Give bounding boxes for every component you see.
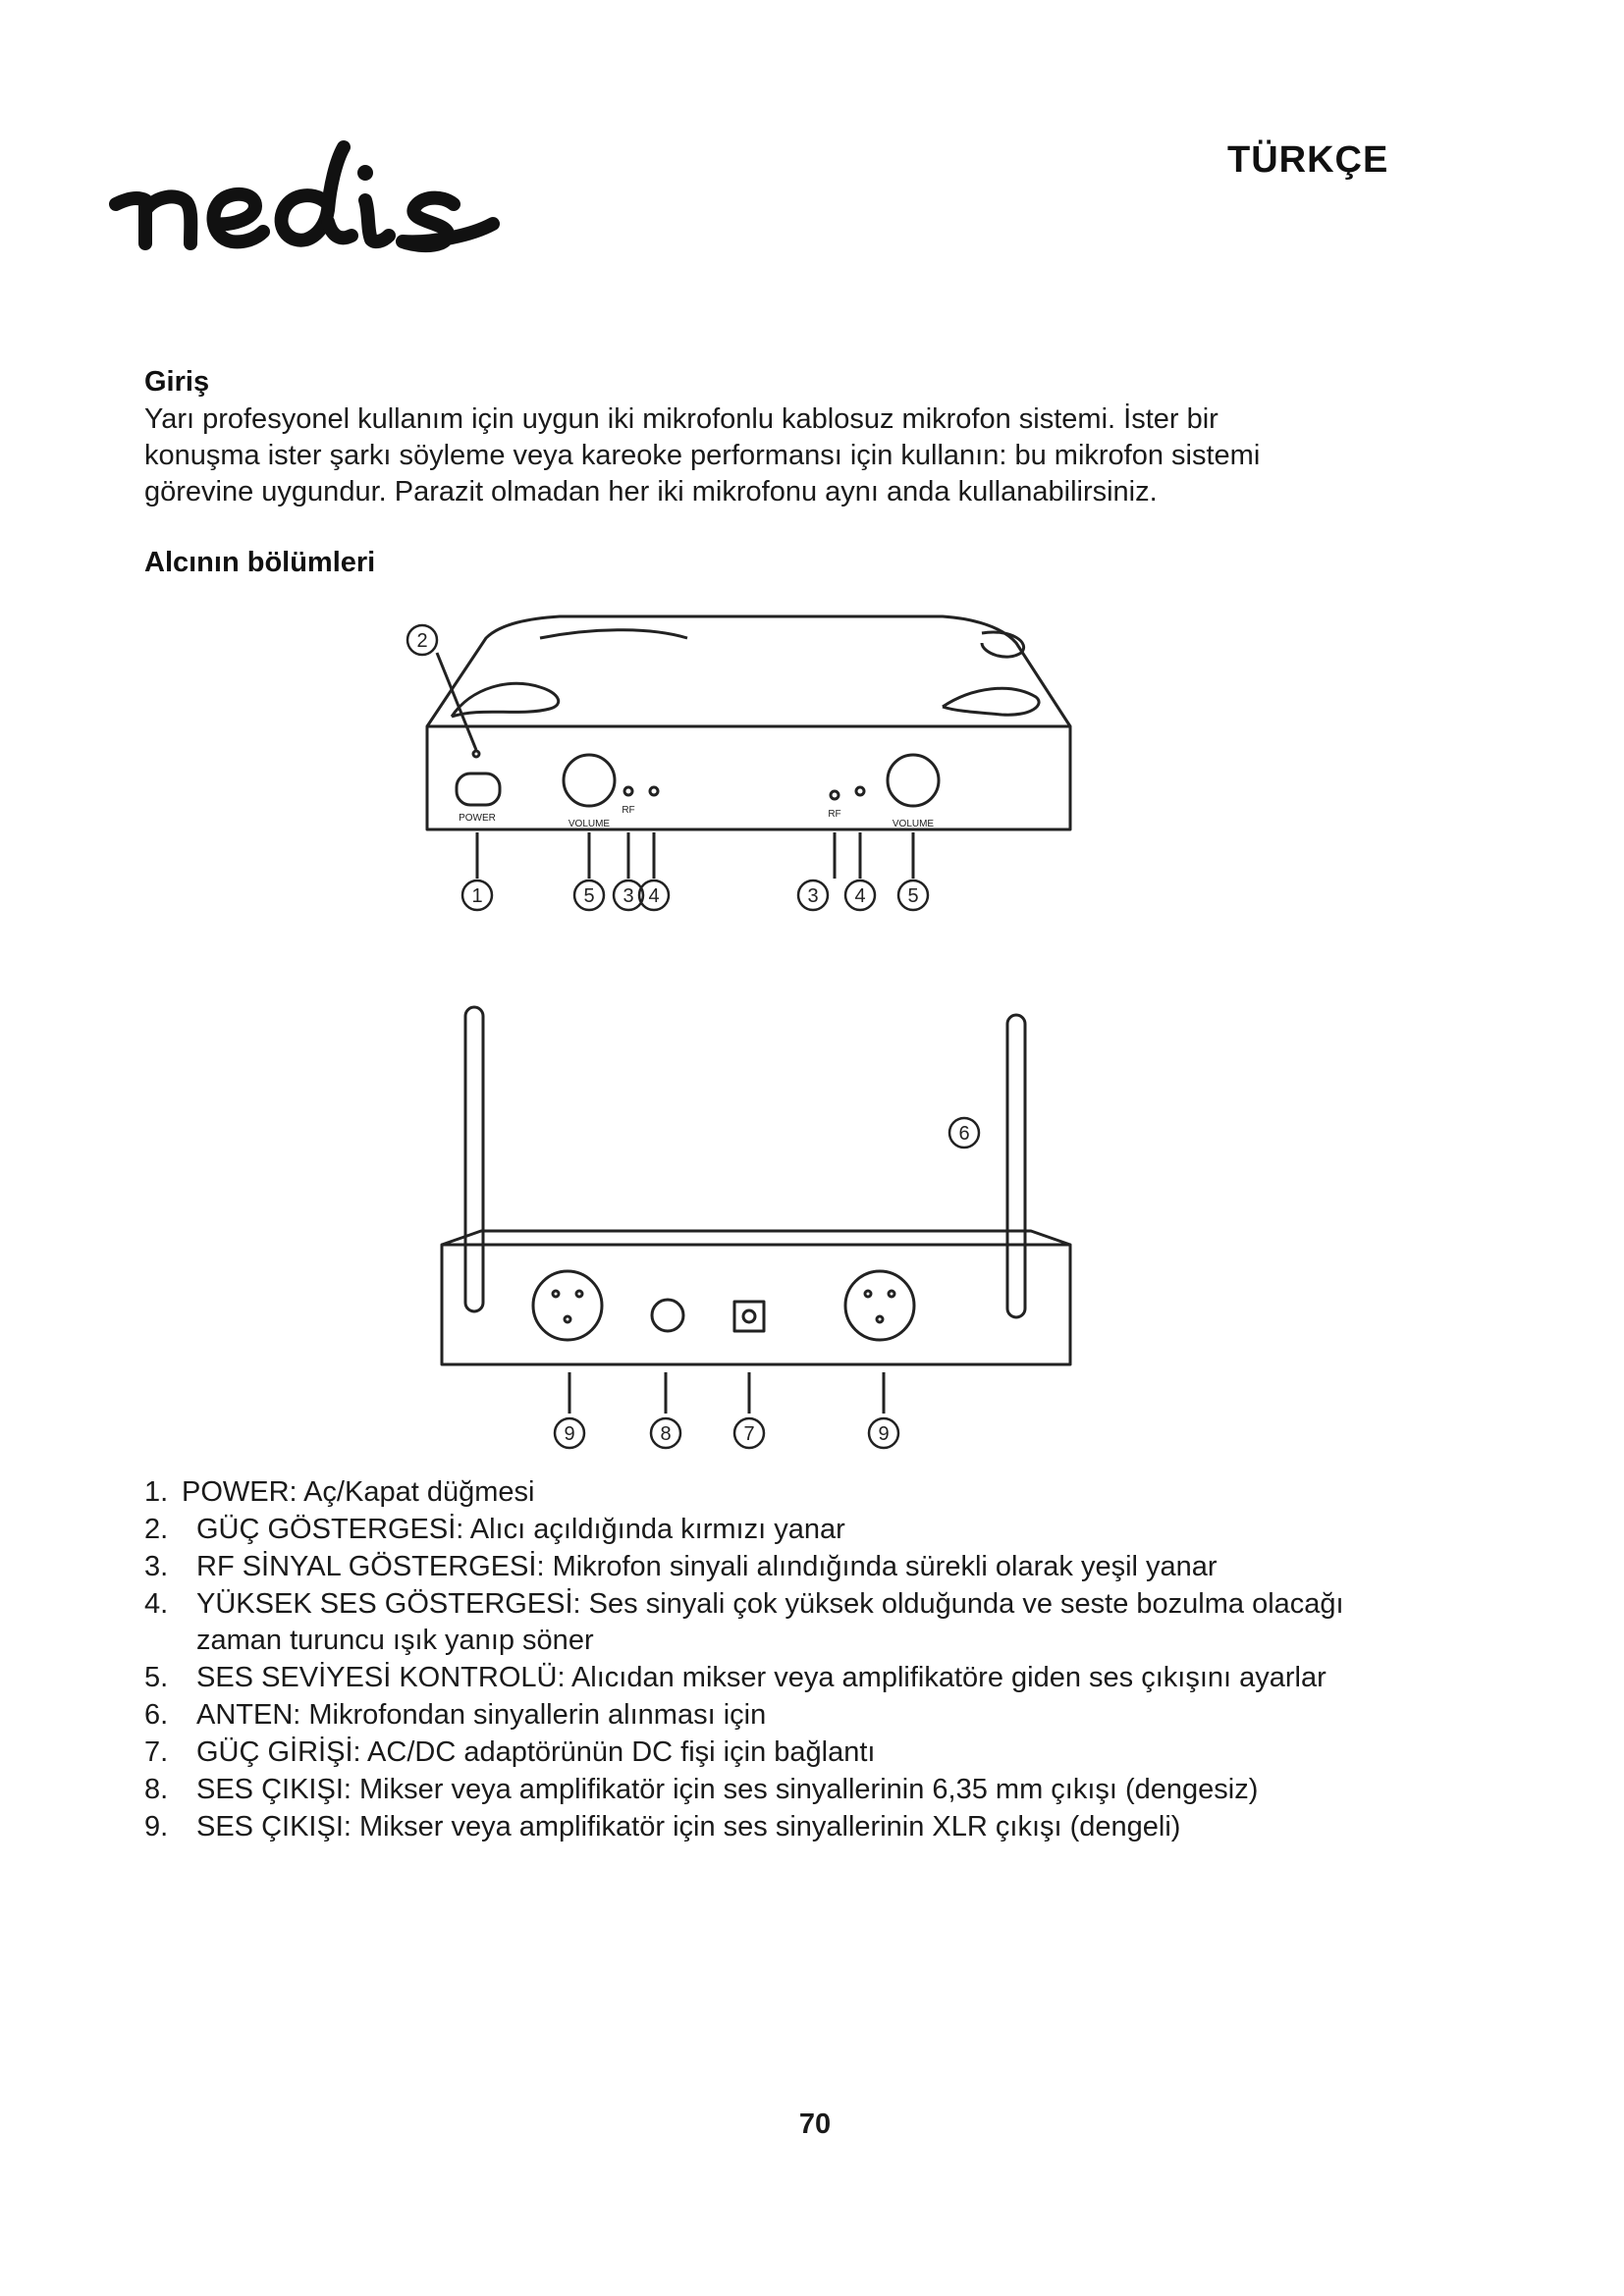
list-item: 6. ANTEN: Mikrofondan sinyallerin alınması için xyxy=(144,1699,767,1731)
intro-line: Yarı profesyonel kullanım için uygun iki mikrofonlu kablosuz mikrofon sistemi. İster bir xyxy=(144,403,1218,435)
callout-4: 4 xyxy=(854,885,866,907)
list-item: 1. POWER: Aç/Kapat düğmesi xyxy=(144,1476,535,1508)
callout-7: 7 xyxy=(743,1423,755,1445)
parts-list xyxy=(144,1474,1381,1846)
callout-1: 1 xyxy=(471,885,483,907)
volume-knob-right xyxy=(888,755,939,806)
callout-8: 8 xyxy=(660,1423,672,1445)
nedis-logo xyxy=(108,128,599,265)
list-item: 9. SES ÇIKIŞI: Mikser veya amplifikatör için ses sinyallerinin XLR çıkışı (dengeli) xyxy=(144,1811,1181,1842)
callout-2: 2 xyxy=(416,630,428,652)
xlr-output-right xyxy=(845,1271,914,1340)
volume-label-right: VOLUME xyxy=(892,819,935,829)
intro-line: konuşma ister şarkı söyleme veya kareoke performansı için kullanın: bu mikrofon sistemi xyxy=(144,440,1261,471)
rf-label-right: RF xyxy=(828,809,841,820)
jack-output xyxy=(652,1300,683,1331)
callout-6: 6 xyxy=(958,1123,970,1145)
antenna-right xyxy=(1007,1015,1025,1317)
power-label: POWER xyxy=(459,813,496,824)
callout-5: 5 xyxy=(907,885,919,907)
front-panel xyxy=(427,726,1070,829)
callout-3: 3 xyxy=(623,885,634,907)
intro-heading: Giriş xyxy=(144,366,210,398)
callout-3: 3 xyxy=(807,885,819,907)
parts-heading: Alcının bölümleri xyxy=(144,547,376,578)
callout-5: 5 xyxy=(583,885,595,907)
list-item: 2. GÜÇ GÖSTERGESİ: Alıcı açıldığında kırmızı yanar xyxy=(144,1514,845,1545)
callout-9: 9 xyxy=(564,1423,575,1445)
receiver-front-diagram xyxy=(393,599,1100,923)
receiver-top-lid xyxy=(427,616,1070,726)
rf-label-left: RF xyxy=(622,805,635,816)
volume-label-left: VOLUME xyxy=(568,819,611,829)
volume-knob-left xyxy=(564,755,615,806)
list-item: 8. SES ÇIKIŞI: Mikser veya amplifikatör için ses sinyallerinin 6,35 mm çıkışı (dengesiz) xyxy=(144,1774,1259,1805)
list-item: 3. RF SİNYAL GÖSTERGESİ: Mikrofon sinyali alındığında sürekli olarak yeşil yanar xyxy=(144,1551,1218,1582)
callout-9: 9 xyxy=(878,1423,890,1445)
page-number: 70 xyxy=(798,2109,832,2140)
list-item: 5. SES SEVİYESİ KONTROLÜ: Alıcıdan mikser veya amplifikatöre giden ses çıkışını ayarlar xyxy=(144,1662,1326,1693)
xlr-output-left xyxy=(533,1271,602,1340)
list-item: 4. YÜKSEK SES GÖSTERGESİ: Ses sinyali çok yüksek olduğunda ve seste bozulma olacağı zaman turuncu ışık yanıp söner xyxy=(144,1588,1344,1656)
power-button xyxy=(457,774,500,805)
dc-input xyxy=(734,1302,764,1331)
intro-paragraph xyxy=(144,401,1323,510)
callout-4: 4 xyxy=(648,885,660,907)
rear-panel xyxy=(442,1245,1070,1364)
antenna-left xyxy=(465,1007,483,1311)
list-item: 7. GÜÇ GİRİŞİ: AC/DC adaptörünün DC fişi için bağlantı xyxy=(144,1736,876,1768)
intro-line: görevine uygundur. Parazit olmadan her iki mikrofonu aynı anda kullanabilirsiniz. xyxy=(144,476,1158,507)
language-label: TÜRKÇE xyxy=(1227,139,1389,181)
receiver-back-diagram xyxy=(422,991,1090,1463)
